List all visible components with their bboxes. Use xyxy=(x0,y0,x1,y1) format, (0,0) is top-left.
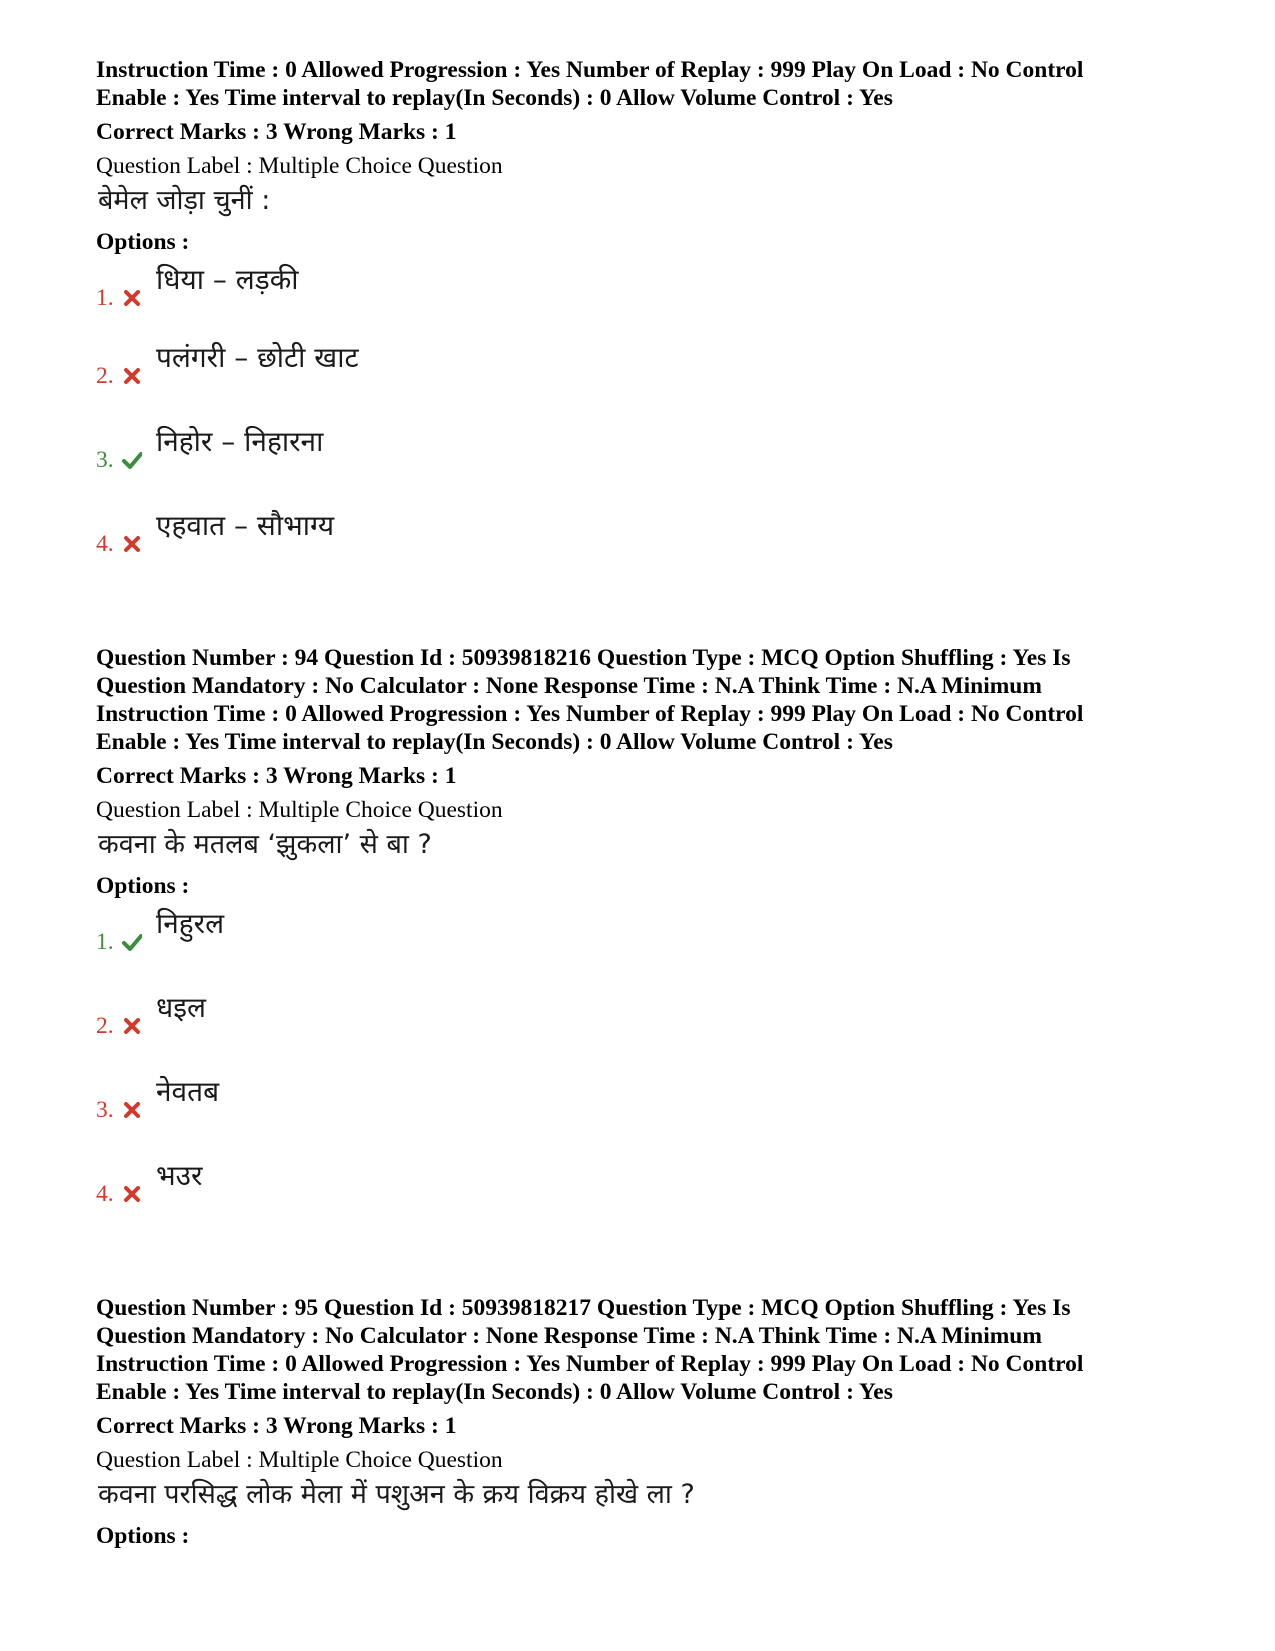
question-meta-line: Enable : Yes Time interval to replay(In Seconds) : 0 Allow Volume Control : Yes xyxy=(96,1379,893,1405)
option-item xyxy=(96,1068,1196,1152)
question-block-93 xyxy=(96,56,1196,586)
question-meta-line: Enable : Yes Time interval to replay(In Seconds) : 0 Allow Volume Control : Yes xyxy=(96,729,893,755)
option-item xyxy=(96,1152,1196,1236)
question-text: बेमेल जोड़ा चुनीं : xyxy=(98,185,271,216)
option-text: धइल xyxy=(156,991,206,1024)
check-icon xyxy=(122,932,142,952)
option-text: नेवतब xyxy=(156,1075,220,1108)
option-text: एहवात – सौभाग्य xyxy=(156,509,335,542)
option-item xyxy=(96,334,1196,418)
question-text: कवना के मतलब ‘झुकला’ से बा ? xyxy=(98,829,432,860)
question-text: कवना परसिद्ध लोक मेला में पशुअन के क्रय विक्रय होखे ला ? xyxy=(98,1479,695,1510)
question-meta-line: Instruction Time : 0 Allowed Progression : Yes Number of Replay : 999 Play On Load : No Control xyxy=(96,57,1084,83)
cross-icon xyxy=(122,288,142,308)
options-list xyxy=(96,256,1196,586)
cross-icon xyxy=(122,1100,142,1120)
option-number: 3. xyxy=(96,1097,114,1123)
options-heading: Options : xyxy=(96,1523,190,1549)
option-item xyxy=(96,900,1196,984)
option-text: निहुरल xyxy=(156,907,225,940)
option-item xyxy=(96,418,1196,502)
question-meta-line: Question Number : 94 Question Id : 50939818216 Question Type : MCQ Option Shuffling : Yes Is xyxy=(96,645,1071,671)
option-number: 3. xyxy=(96,447,114,473)
cross-icon xyxy=(122,366,142,386)
option-number: 2. xyxy=(96,1013,114,1039)
option-text: भउर xyxy=(156,1159,203,1192)
marks-line: Correct Marks : 3 Wrong Marks : 1 xyxy=(96,763,457,789)
question-meta-line: Enable : Yes Time interval to replay(In Seconds) : 0 Allow Volume Control : Yes xyxy=(96,85,893,111)
question-meta-line: Instruction Time : 0 Allowed Progression : Yes Number of Replay : 999 Play On Load : No Control xyxy=(96,1351,1084,1377)
marks-line: Correct Marks : 3 Wrong Marks : 1 xyxy=(96,1413,457,1439)
cross-icon xyxy=(122,1016,142,1036)
question-meta-line: Question Mandatory : No Calculator : None Response Time : N.A Think Time : N.A Minimum xyxy=(96,673,1042,699)
option-text: निहोर – निहारना xyxy=(156,425,324,458)
marks-line: Correct Marks : 3 Wrong Marks : 1 xyxy=(96,119,457,145)
options-heading: Options : xyxy=(96,873,190,899)
question-label: Question Label : Multiple Choice Question xyxy=(96,797,503,823)
option-text: धिया – लड़की xyxy=(156,263,299,296)
question-paper xyxy=(96,56,1196,1550)
option-number: 1. xyxy=(96,929,114,955)
cross-icon xyxy=(122,1184,142,1204)
question-block-95 xyxy=(96,1294,1196,1550)
option-item xyxy=(96,502,1196,586)
question-block-94 xyxy=(96,644,1196,1236)
question-label: Question Label : Multiple Choice Question xyxy=(96,1447,503,1473)
question-meta-line: Question Mandatory : No Calculator : None Response Time : N.A Think Time : N.A Minimum xyxy=(96,1323,1042,1349)
option-number: 2. xyxy=(96,363,114,389)
question-meta-line: Question Number : 95 Question Id : 50939818217 Question Type : MCQ Option Shuffling : Yes Is xyxy=(96,1295,1071,1321)
options-heading: Options : xyxy=(96,229,190,255)
option-item xyxy=(96,984,1196,1068)
question-meta-line: Instruction Time : 0 Allowed Progression : Yes Number of Replay : 999 Play On Load : No Control xyxy=(96,701,1084,727)
options-list xyxy=(96,900,1196,1236)
question-label: Question Label : Multiple Choice Question xyxy=(96,153,503,179)
option-text: पलंगरी – छोटी खाट xyxy=(156,341,359,374)
cross-icon xyxy=(122,534,142,554)
option-item xyxy=(96,256,1196,334)
check-icon xyxy=(122,450,142,470)
option-number: 4. xyxy=(96,531,114,557)
option-number: 1. xyxy=(96,285,114,311)
option-number: 4. xyxy=(96,1181,114,1207)
